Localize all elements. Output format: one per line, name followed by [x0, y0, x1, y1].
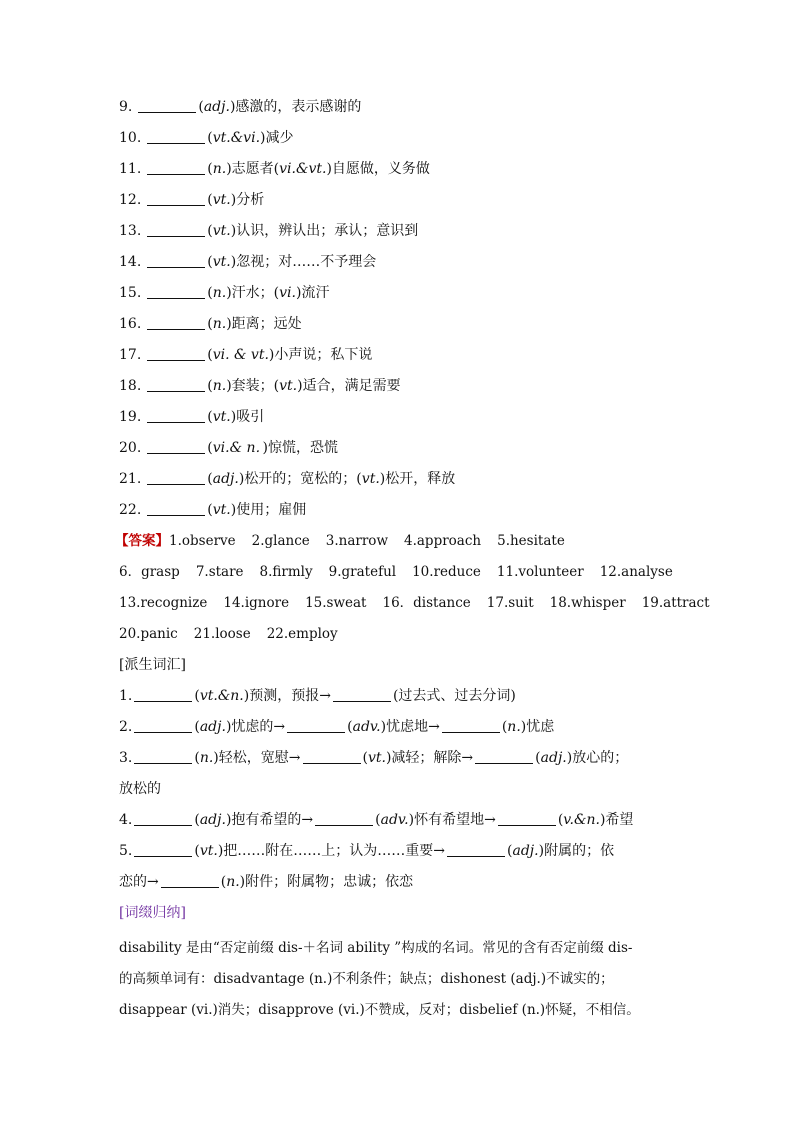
vocab-item: 15. (n.)汗水；(vi.)流汗	[119, 282, 679, 313]
answer-blank[interactable]	[161, 873, 219, 888]
vocab-item: 18. (n.)套装；(vt.)适合，满足需要	[119, 375, 679, 406]
vocab-item: 22. (vt.)使用；雇佣	[119, 499, 679, 530]
answer-blank[interactable]	[147, 377, 205, 392]
affix-paragraph-line	[119, 995, 679, 1026]
answer-blank[interactable]	[134, 718, 192, 733]
part-of-speech: vt.	[212, 409, 231, 425]
derived-text: )忧虑	[520, 719, 555, 735]
part-of-speech: n.	[199, 750, 214, 766]
part-of-speech: vt.&vi.	[212, 130, 261, 146]
meaning: )松开，释放	[379, 471, 456, 487]
meaning: 吸引	[236, 409, 265, 425]
part-of-speech: vi.& n．	[212, 440, 263, 456]
vocab-item: 21. (adj.)松开的；宽松的；(vt.)松开，释放	[119, 468, 679, 499]
vocab-item: 20. (vi.& n．)惊慌，恐慌	[119, 437, 679, 468]
answer-blank[interactable]	[147, 160, 205, 175]
derived-text: 5.	[119, 843, 133, 859]
answer-item: 19.attract	[641, 595, 710, 611]
derived-text: (过去式、过去分词)	[392, 688, 516, 704]
vocab-item: 12. (vt.)分析	[119, 189, 679, 220]
item-number: 13.	[119, 223, 142, 239]
meaning: 小声说；私下说	[274, 347, 373, 363]
answer-blank[interactable]	[147, 408, 205, 423]
item-number: 9.	[119, 99, 133, 115]
answer-blank[interactable]	[147, 253, 205, 268]
part-of-speech: vt.	[212, 223, 231, 239]
item-number: 17.	[119, 347, 142, 363]
derived-item: 5. (vt.)把……附在……上；认为……重要→ (adj.)附属的；依	[119, 843, 615, 859]
derived-item: 3. (n.)轻松，宽慰→ (vt.)减轻；解除→ (adj.)放心的；	[119, 750, 629, 766]
derived-text: )希望	[599, 812, 634, 828]
answer-item: 1.observe	[169, 533, 236, 549]
answer-blank[interactable]	[315, 811, 373, 826]
part-of-speech: adv.	[352, 719, 381, 735]
answer-blank[interactable]	[147, 470, 205, 485]
part-of-speech: n.	[212, 161, 227, 177]
derived-text: )附件；附属物；忠诚；依恋	[239, 874, 414, 890]
affix-paragraph-line	[119, 964, 679, 995]
meaning: 松开的；宽松的；(	[244, 471, 362, 487]
meaning: )适合，满足需要	[297, 378, 401, 394]
derived-text: )减轻；解除→	[385, 750, 474, 766]
answer-blank[interactable]	[498, 811, 556, 826]
paragraph-text: disappear (vi.)消失；disapprove (vi.)不赞成，反对；disbelief (n.)怀疑，不相信。	[119, 1002, 640, 1018]
part-of-speech: vt.	[212, 254, 231, 270]
meaning: 分析	[236, 192, 265, 208]
answer-item: 20.panic	[119, 626, 178, 642]
part-of-speech: vi. & vt.	[212, 347, 269, 363]
answer-blank[interactable]	[134, 842, 192, 857]
section-title: [派生词汇]	[119, 657, 186, 673]
answer-blank[interactable]	[134, 811, 192, 826]
meaning: 减少	[265, 130, 294, 146]
item-number: 16.	[119, 316, 142, 332]
paragraph-text: disability 是由“否定前缀 dis-＋名词 ability ”构成的名词。常见的含有否定前缀 dis-	[119, 940, 633, 956]
part-of-speech: vt.&n.	[199, 688, 244, 704]
document-content	[115, 96, 710, 1026]
part-of-speech: vi.&vt.	[279, 161, 327, 177]
answer-item: 8.firmly	[259, 564, 313, 580]
part-of-speech: adj.	[540, 750, 567, 766]
part-of-speech: vt.	[212, 502, 231, 518]
item-number: 10.	[119, 130, 142, 146]
answer-label: 【答案】	[115, 533, 169, 549]
part-of-speech: adj.	[512, 843, 539, 859]
derived-heading	[119, 654, 679, 685]
vocab-item: 9. (adj.)感激的，表示感谢的	[119, 96, 679, 127]
vocab-item: 10. (vt.&vi.)减少	[119, 127, 679, 158]
answer-blank[interactable]	[147, 439, 205, 454]
part-of-speech: n.	[212, 316, 227, 332]
affix-paragraph-line	[119, 933, 679, 964]
vocab-item: 17. (vi. & vt.)小声说；私下说	[119, 344, 679, 375]
part-of-speech: n.	[226, 874, 240, 890]
answer-blank[interactable]	[147, 315, 205, 330]
item-number: 18.	[119, 378, 142, 394]
meaning: 忽视；对……不予理会	[236, 254, 377, 270]
section-title: [词缀归纳]	[119, 905, 186, 921]
answer-blank[interactable]	[147, 284, 205, 299]
item-number: 15.	[119, 285, 142, 301]
answer-item: 6．grasp	[119, 564, 180, 580]
meaning: 套装；(	[231, 378, 280, 394]
derived-text: )轻松，宽慰→	[213, 750, 301, 766]
answer-item: 4.approach	[404, 533, 482, 549]
answer-blank[interactable]	[138, 98, 196, 113]
answer-item: 11.volunteer	[496, 564, 584, 580]
part-of-speech: n.	[507, 719, 521, 735]
derived-text: )忧虑的→	[225, 719, 286, 735]
part-of-speech: vt.	[367, 750, 386, 766]
item-number: 19.	[119, 409, 142, 425]
vocab-item: 14. (vt.)忽视；对……不予理会	[119, 251, 679, 282]
meaning: 汗水；(	[231, 285, 280, 301]
vocab-item: 11. (n.)志愿者(vi.&vt.)自愿做，义务做	[119, 158, 679, 189]
answer-blank[interactable]	[333, 687, 391, 702]
derived-item	[119, 778, 679, 809]
part-of-speech: n.	[212, 378, 227, 394]
derived-item: 4. (adj.)抱有希望的→ (adv.)怀有希望地→ (v.&n.)希望	[119, 812, 634, 828]
derived-text: 3.	[119, 750, 133, 766]
part-of-speech: adj.	[212, 471, 239, 487]
answer-item: 22.employ	[266, 626, 338, 642]
answer-blank[interactable]	[147, 129, 205, 144]
answer-blank[interactable]	[475, 749, 533, 764]
meaning: 志愿者(	[231, 161, 280, 177]
answer-item: 14.ignore	[223, 595, 290, 611]
meaning: 感激的，表示感谢的	[235, 99, 362, 115]
meaning: )自愿做，义务做	[326, 161, 430, 177]
meaning: 距离；远处	[231, 316, 302, 332]
derived-text: )附属的；依	[538, 843, 615, 859]
answer-blank[interactable]	[134, 749, 192, 764]
answer-line	[119, 623, 679, 654]
vocab-item: 16. (n.)距离；远处	[119, 313, 679, 344]
derived-item: 1. (vt.&n.)预测，预报→ (过去式、过去分词)	[119, 688, 516, 704]
paragraph-text: 的高频单词有：disadvantage (n.)不利条件；缺点；dishonest (adj.)不诚实的；	[119, 971, 614, 987]
meaning: 惊慌，恐慌	[267, 440, 338, 456]
item-number: 11.	[119, 161, 142, 177]
meaning: 使用；雇佣	[236, 502, 307, 518]
answer-blank[interactable]	[303, 749, 361, 764]
derived-text: )怀有希望地→	[408, 812, 496, 828]
answer-blank[interactable]	[287, 718, 345, 733]
answer-item: 7.stare	[195, 564, 244, 580]
answer-line	[119, 592, 710, 623]
answer-line	[119, 561, 679, 592]
meaning: 认识，辨认出；承认；意识到	[236, 223, 419, 239]
answer-blank[interactable]	[147, 191, 205, 206]
derived-item: 恋的→ (n.)附件；附属物；忠诚；依恋	[119, 874, 414, 890]
derived-text: 4.	[119, 812, 133, 828]
answer-blank[interactable]	[147, 346, 205, 361]
part-of-speech: vt.	[212, 192, 231, 208]
derived-text: 2.	[119, 719, 133, 735]
answer-blank[interactable]	[442, 718, 500, 733]
derived-text: )放心的；	[566, 750, 629, 766]
item-number: 21.	[119, 471, 142, 487]
answer-item: 18.whisper	[549, 595, 626, 611]
derived-item: 2. (adj.)忧虑的→ (adv.)忧虑地→ (n.)忧虑	[119, 719, 555, 735]
vocab-item: 19. (vt.)吸引	[119, 406, 679, 437]
answer-item: 17.suit	[486, 595, 534, 611]
derived-text: )抱有希望的→	[225, 812, 314, 828]
meaning: )流汗	[295, 285, 330, 301]
answer-item: 21.loose	[193, 626, 251, 642]
answer-item: 5.hesitate	[497, 533, 565, 549]
derived-text: 放松的	[119, 781, 161, 797]
derived-text: )把……附在……上；认为……重要→	[217, 843, 446, 859]
item-number: 22.	[119, 502, 142, 518]
answer-item: 2.glance	[251, 533, 310, 549]
derived-text: 1.	[119, 688, 133, 704]
answer-item: 9.grateful	[328, 564, 397, 580]
part-of-speech: adj.	[199, 719, 226, 735]
affix-heading	[119, 902, 679, 933]
answer-blank[interactable]	[147, 501, 205, 516]
part-of-speech: vt.	[361, 471, 380, 487]
item-number: 12.	[119, 192, 142, 208]
answer-blank[interactable]	[134, 687, 192, 702]
part-of-speech: adj.	[199, 812, 226, 828]
vocab-item: 13. (vt.)认识，辨认出；承认；意识到	[119, 220, 679, 251]
item-number: 14.	[119, 254, 142, 270]
part-of-speech: adv.	[380, 812, 409, 828]
derived-text: 恋的→	[119, 874, 159, 890]
answer-item: 3.narrow	[325, 533, 388, 549]
derived-text: )预测，预报→	[243, 688, 331, 704]
answer-blank[interactable]	[447, 842, 505, 857]
derived-text: )忧虑地→	[380, 719, 440, 735]
answer-item: 10.reduce	[412, 564, 481, 580]
answer-line	[115, 530, 679, 561]
part-of-speech: v.&n.	[563, 812, 600, 828]
part-of-speech: vt.	[279, 378, 298, 394]
answer-item: 15.sweat	[305, 595, 367, 611]
part-of-speech: n.	[212, 285, 227, 301]
item-number: 20.	[119, 440, 142, 456]
answer-item: 13.recognize	[119, 595, 208, 611]
answer-blank[interactable]	[147, 222, 205, 237]
part-of-speech: adj.	[203, 99, 230, 115]
part-of-speech: vt.	[199, 843, 218, 859]
answer-item: 12.analyse	[599, 564, 673, 580]
answer-item: 16．distance	[382, 595, 471, 611]
part-of-speech: vi.	[279, 285, 296, 301]
